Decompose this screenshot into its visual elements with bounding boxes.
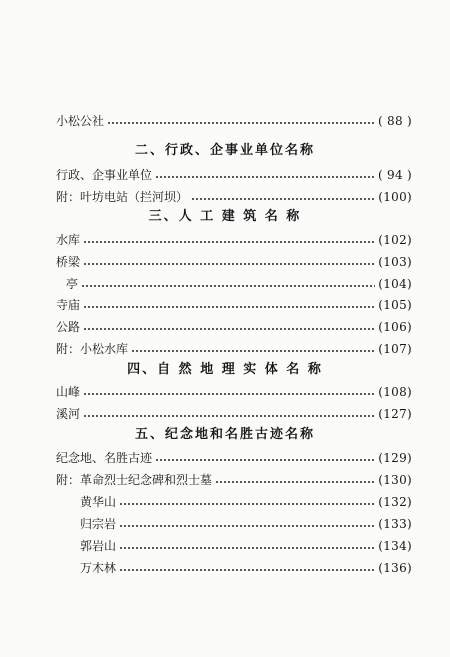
toc-entry-label: 附：革命烈士纪念碑和烈士墓 bbox=[56, 473, 213, 487]
dot-leader bbox=[215, 481, 375, 483]
toc-entry-label: 万木林 bbox=[80, 561, 117, 575]
toc-entry-page: (134) bbox=[378, 539, 412, 553]
dot-leader bbox=[155, 176, 375, 178]
toc-entry bbox=[56, 166, 412, 184]
dot-leader bbox=[107, 122, 375, 124]
toc-entry-page: (108) bbox=[378, 385, 412, 399]
toc-entry-page: ( 94 ) bbox=[377, 168, 412, 182]
toc-entry-page: ( 88 ) bbox=[377, 114, 412, 128]
toc-entry-label: 溪河 bbox=[56, 407, 81, 421]
toc-entry-page: (132) bbox=[378, 495, 412, 509]
toc-entry bbox=[56, 515, 412, 533]
toc-entry bbox=[56, 340, 412, 358]
dot-leader bbox=[83, 415, 375, 417]
dot-leader bbox=[81, 285, 375, 287]
dot-leader bbox=[83, 241, 375, 243]
toc-entry-label: 附：小松水库 bbox=[56, 342, 129, 356]
dot-leader bbox=[119, 569, 375, 571]
toc-entry-label: 公路 bbox=[56, 320, 81, 334]
toc-entry bbox=[56, 275, 412, 293]
section-heading: 二、行政、企事业单位名称 bbox=[134, 143, 315, 158]
dot-leader bbox=[119, 547, 375, 549]
toc-entry-label: 黄华山 bbox=[80, 495, 117, 509]
toc-entry-label: 寺庙 bbox=[56, 298, 81, 312]
toc-entry bbox=[56, 471, 412, 489]
toc-entry-page: (103) bbox=[378, 255, 412, 269]
toc-entry bbox=[56, 449, 412, 467]
toc-entry bbox=[56, 383, 412, 401]
dot-leader bbox=[83, 263, 375, 265]
toc-entry-label: 小松公社 bbox=[56, 114, 105, 128]
dot-leader bbox=[155, 459, 375, 461]
dot-leader bbox=[191, 198, 375, 200]
toc-entry-page: (102) bbox=[378, 233, 412, 247]
toc-entry-page: (136) bbox=[378, 561, 412, 575]
toc-entry bbox=[56, 318, 412, 336]
dot-leader bbox=[119, 503, 375, 505]
toc-entry-label: 纪念地、名胜古迹 bbox=[56, 451, 153, 465]
toc-entry-label: 附：叶坊电站（拦河坝） bbox=[56, 190, 189, 204]
toc-entry bbox=[56, 188, 412, 206]
toc-entry bbox=[56, 296, 412, 314]
toc-entry-page: (133) bbox=[378, 517, 412, 531]
toc-entry-page: (106) bbox=[378, 320, 412, 334]
toc-entry-page: (130) bbox=[378, 473, 412, 487]
toc-entry bbox=[56, 405, 412, 423]
toc-entry-label: 水库 bbox=[56, 233, 81, 247]
toc-entry bbox=[56, 112, 412, 130]
dot-leader bbox=[83, 306, 375, 308]
toc-entry-page: (127) bbox=[378, 407, 412, 421]
toc-entry-page: (100) bbox=[378, 190, 412, 204]
toc-entry-label: 山峰 bbox=[56, 385, 81, 399]
dot-leader bbox=[131, 350, 375, 352]
toc-entry-label: 桥梁 bbox=[56, 255, 81, 269]
section-heading: 五、纪念地和名胜古迹名称 bbox=[134, 427, 315, 442]
dot-leader bbox=[119, 525, 375, 527]
toc-entry-page: (104) bbox=[378, 277, 412, 291]
toc-entry-label: 郭岩山 bbox=[80, 539, 117, 553]
toc-entry bbox=[56, 231, 412, 249]
toc-entry bbox=[56, 537, 412, 555]
dot-leader bbox=[83, 393, 375, 395]
dot-leader bbox=[83, 328, 375, 330]
toc-entry-label: 行政、企事业单位 bbox=[56, 168, 153, 182]
toc-entry-page: (129) bbox=[378, 451, 412, 465]
section-heading: 三、人 工 建 筑 名 称 bbox=[148, 209, 302, 224]
toc-entry-label: 归宗岩 bbox=[80, 517, 117, 531]
toc-entry bbox=[56, 559, 412, 577]
toc-entry-page: (105) bbox=[378, 298, 412, 312]
section-heading: 四、自 然 地 理 实 体 名 称 bbox=[127, 362, 323, 377]
toc-entry-label: 亭 bbox=[66, 277, 79, 291]
toc-entry-page: (107) bbox=[378, 342, 412, 356]
toc-entry bbox=[56, 493, 412, 511]
toc-entry bbox=[56, 253, 412, 271]
